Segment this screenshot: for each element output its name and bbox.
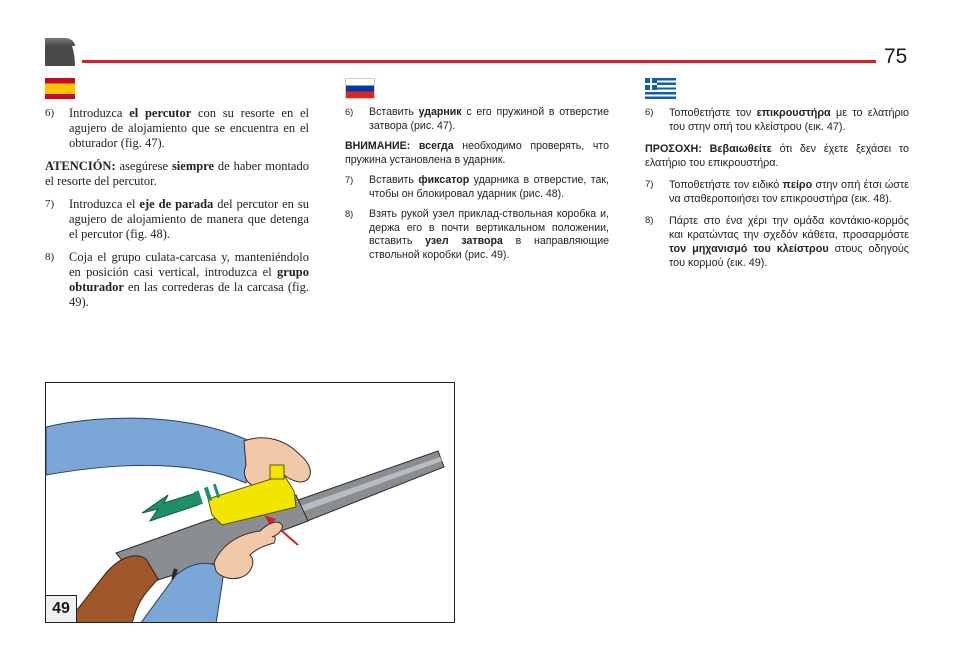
text: Introduzca el bbox=[69, 197, 140, 211]
bold-term: фиксатор bbox=[418, 174, 470, 186]
text: ударника в отверстие, так, чтобы он блокировал ударник (рис. 48). bbox=[369, 174, 609, 200]
text: del percutor en su agujero de alojamiento de manera que detenga el percutor (fig. 48). bbox=[69, 197, 310, 241]
bolt-knob bbox=[270, 465, 284, 479]
spain-flag-icon bbox=[45, 78, 75, 99]
green-direction-arrow bbox=[142, 493, 198, 521]
figure-number-label: 49 bbox=[46, 595, 77, 622]
step-number: 8) bbox=[45, 251, 55, 263]
gr-step-7 bbox=[645, 178, 909, 206]
text: Вставить bbox=[369, 174, 419, 186]
rifle-assembly-illustration bbox=[46, 383, 455, 623]
ru-step-6 bbox=[345, 106, 609, 133]
text: Introduzca bbox=[69, 106, 130, 120]
text: με το ελατήριο του στην οπή του κλείστρου (εικ. 47). bbox=[669, 107, 909, 133]
text: Τοποθετήστε τον ειδικό bbox=[669, 179, 783, 191]
step-number: 6) bbox=[645, 107, 654, 118]
gr-warning bbox=[645, 142, 909, 170]
text: ότι δεν έχετε ξεχάσει το ελατήριο του επικρουστήρα. bbox=[645, 143, 909, 169]
bold-term: πείρο bbox=[782, 179, 813, 191]
arrow-trail-2 bbox=[204, 487, 212, 502]
spanish-column bbox=[45, 106, 309, 318]
text: необходимо проверять, что пружина установлена в ударник. bbox=[345, 140, 609, 166]
warning-label: ΠΡΟΣΟΧΗ: Βεβαιωθείτε bbox=[645, 143, 772, 155]
ru-step-8 bbox=[345, 208, 609, 262]
text: Вставить bbox=[369, 106, 419, 118]
russian-column bbox=[345, 106, 609, 269]
warning-label: ATENCIÓN: bbox=[45, 159, 116, 173]
es-warning bbox=[45, 159, 309, 189]
corner-tab-mark bbox=[45, 38, 75, 66]
text: Coja el grupo culata-carcasa y, manteniéndolo en posición casi vertical, introduzca el bbox=[69, 250, 309, 279]
wooden-grip bbox=[66, 556, 158, 623]
text: с его пружиной в отверстие затвора (рис. 47). bbox=[369, 106, 609, 132]
text: en las correderas de la carcasa (fig. 49). bbox=[69, 280, 309, 309]
step-number: 7) bbox=[45, 198, 55, 210]
ru-step-7 bbox=[345, 174, 609, 201]
step-number: 8) bbox=[345, 209, 354, 219]
text: Взять рукой узел приклад-ствольная коробка и, держа его в почти вертикальном положении, вставить bbox=[369, 208, 609, 247]
figure-49 bbox=[45, 382, 455, 623]
step-number: 6) bbox=[45, 107, 55, 119]
bold-term: grupo obturador bbox=[69, 265, 309, 294]
gr-step-8 bbox=[645, 214, 909, 270]
page-number: 75 bbox=[884, 45, 908, 68]
bold-term: el percutor bbox=[129, 106, 192, 120]
bold-term: eje de parada bbox=[139, 197, 214, 211]
bold-term: τον μηχανισμό του κλείστρου bbox=[669, 243, 829, 255]
es-step-8 bbox=[45, 250, 309, 310]
text: con su resorte en el agujero de alojamiento que se encuentra en el obturador (fig. 47). bbox=[69, 106, 309, 150]
greece-flag-icon bbox=[645, 78, 676, 99]
text: στους οδηγούς του κορμού (εικ. 49). bbox=[669, 243, 909, 269]
text: Τοποθετήστε τον bbox=[669, 107, 757, 119]
es-step-7 bbox=[45, 197, 309, 242]
russia-flag-icon bbox=[345, 78, 375, 99]
ru-warning bbox=[345, 140, 609, 167]
bold-term: узел затвора bbox=[425, 235, 503, 247]
text: asegúrese bbox=[115, 159, 172, 173]
gr-step-6 bbox=[645, 106, 909, 134]
warning-label: ВНИМАНИЕ: всегда bbox=[345, 140, 454, 152]
step-number: 7) bbox=[345, 175, 354, 185]
bold-term: ударник bbox=[418, 106, 462, 118]
text: de haber montado el resorte del percutor. bbox=[45, 159, 309, 188]
step-number: 6) bbox=[345, 107, 354, 117]
text: в направляющие ствольной коробки (рис. 49). bbox=[369, 235, 610, 261]
step-number: 7) bbox=[645, 179, 654, 190]
upper-sleeve bbox=[46, 418, 258, 483]
header-rule bbox=[82, 60, 876, 63]
text: Πάρτε στο ένα χέρι την ομάδα κοντάκιο-κορμός και κρατώντας την σχεδόν κάθετα, προσαρμόστε bbox=[669, 215, 909, 241]
es-step-6 bbox=[45, 106, 309, 151]
step-number: 8) bbox=[645, 215, 654, 226]
text: στην οπή έτσι ώστε να σταθεροποιήσει τον επικρουστήρα (εικ. 48). bbox=[669, 179, 909, 205]
greek-column bbox=[645, 106, 909, 278]
bold-term: επικρουστήρα bbox=[756, 107, 831, 119]
bold-term: siempre bbox=[171, 159, 215, 173]
